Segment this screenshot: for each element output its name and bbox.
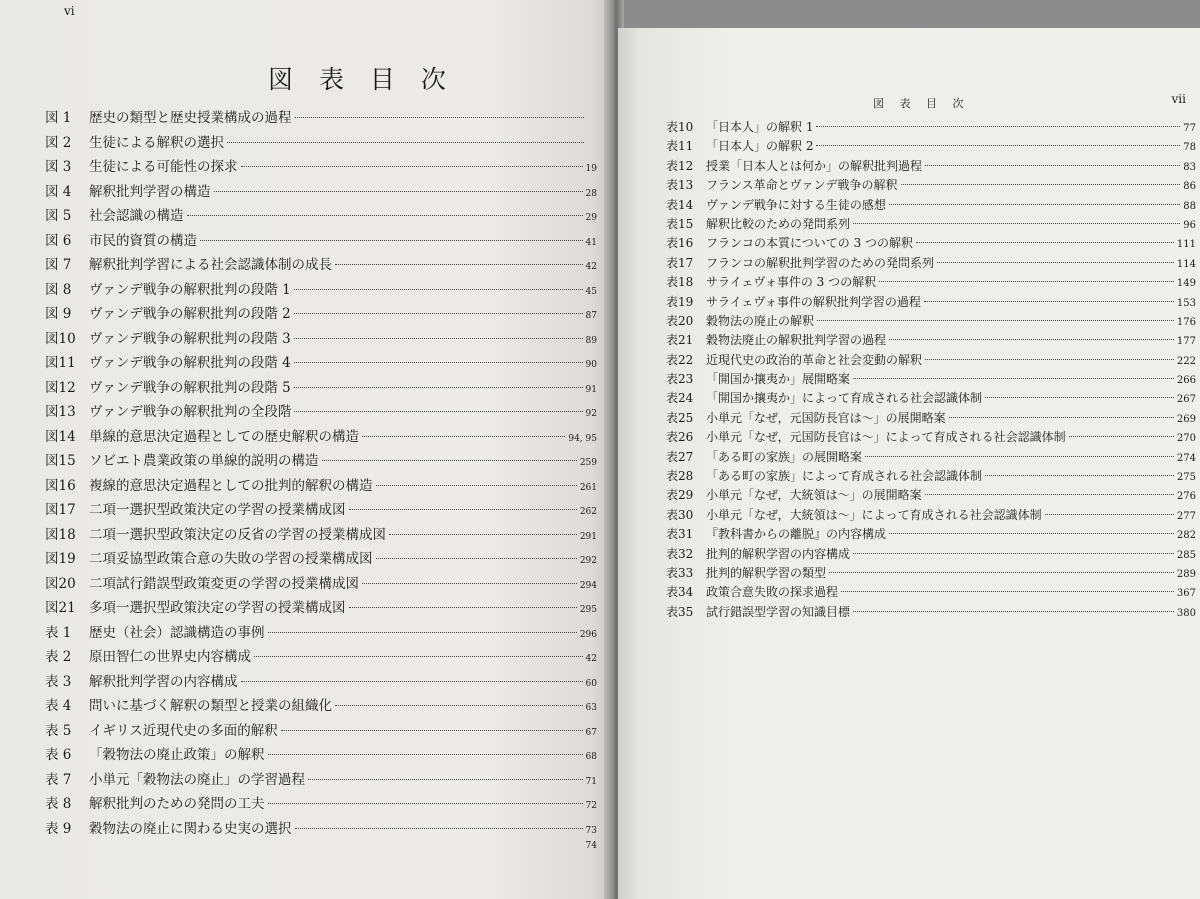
toc-entry (45, 131, 597, 156)
dot-leader (816, 125, 1180, 127)
toc-entry (45, 743, 597, 768)
entry-label: 表35 (666, 604, 694, 619)
toc-entry (45, 694, 597, 719)
toc-entry (45, 253, 597, 278)
dot-leader (362, 582, 577, 584)
toc-entry (45, 621, 597, 646)
dot-leader (853, 610, 1174, 612)
dot-leader (268, 802, 583, 804)
entry-caption: 二項試行錯誤型政策変更の学習の授業構成図 (89, 575, 359, 592)
entry-caption: 問いに基づく解釈の類型と授業の組織化 (89, 698, 332, 714)
toc-entry (45, 474, 597, 499)
entry-caption: 「穀物法の廃止政策」の解釈 (89, 747, 265, 763)
entry-label: 図20 (45, 575, 76, 592)
entry-caption: ヴァンデ戦争の解釈批判の段階 5 (89, 379, 291, 396)
dot-leader (985, 396, 1174, 398)
entry-label: 図19 (45, 551, 76, 567)
toc-entry (45, 400, 597, 425)
entry-caption: 穀物法の廃止に関わる史実の選択 (89, 820, 292, 837)
dot-leader (1045, 513, 1174, 515)
entry-caption: 試行錯誤型学習の知識目標 (706, 604, 851, 619)
entry-page: 277 (1176, 510, 1196, 522)
entry-page: 83 (1183, 161, 1196, 173)
dot-leader (889, 532, 1174, 534)
toc-entry (45, 523, 597, 548)
dot-leader (841, 590, 1174, 592)
dot-leader (322, 459, 577, 461)
right-entry-list (666, 118, 1196, 622)
entry-label: 表31 (666, 527, 694, 542)
entry-label: 表23 (666, 372, 694, 387)
toc-entry (666, 273, 1196, 292)
entry-caption: 歴史の類型と歴史授業構成の過程 (89, 110, 292, 126)
entry-caption: 小単元「なぜ，大統領は〜」の展開略案 (706, 488, 922, 503)
entry-page: 367 (1176, 588, 1196, 600)
entry-caption: 「開国か攘夷か」によって育成される社会認識体制 (706, 391, 983, 406)
entry-caption: 解釈批判のための発問の工夫 (89, 796, 265, 812)
toc-entry (45, 768, 597, 793)
entry-label: 図14 (45, 428, 76, 445)
dot-leader (254, 655, 583, 657)
entry-caption: フランコの本質についての 3 つの解釈 (706, 236, 914, 251)
entry-caption: ヴァンデ戦争に対する生徒の感想 (706, 197, 886, 212)
toc-entry (666, 448, 1196, 467)
toc-entry (666, 506, 1196, 525)
entry-caption: 解釈批判学習の構造 (89, 183, 211, 200)
entry-label: 図15 (45, 453, 76, 469)
entry-label: 表 8 (45, 796, 72, 812)
entry-label: 表27 (666, 449, 694, 464)
entry-page: 296 (579, 629, 597, 640)
toc-entry (666, 157, 1196, 176)
toc-entry (666, 389, 1196, 408)
toc-entry (45, 498, 597, 523)
entry-caption: 「開国か攘夷か」展開略案 (706, 372, 851, 387)
dot-leader (362, 435, 565, 437)
entry-caption: 生徒による解釈の選択 (89, 134, 224, 151)
entry-label: 図12 (45, 379, 76, 396)
left-entry-list (45, 106, 597, 853)
toc-entry (666, 331, 1196, 350)
trailing-page-number: 74 (585, 841, 597, 851)
entry-caption: 二項妥協型政策合意の失敗の学習の授業構成図 (89, 551, 373, 567)
entry-page: 291 (579, 531, 597, 542)
entry-label: 表 7 (45, 771, 72, 788)
entry-label: 図16 (45, 477, 76, 494)
toc-entry (666, 254, 1196, 273)
dot-leader (294, 288, 583, 290)
dot-leader (214, 190, 583, 192)
dot-leader (200, 239, 583, 241)
dot-leader (817, 319, 1174, 321)
toc-entry (666, 234, 1196, 253)
toc-entry (45, 351, 597, 376)
entry-caption: 「ある町の家族」の展開略案 (706, 449, 863, 464)
entry-page: 111 (1176, 239, 1196, 251)
entry-page: 274 (1176, 452, 1196, 464)
entry-label: 表19 (666, 294, 694, 309)
entry-caption: ソビエト農業政策の単線的説明の構造 (89, 453, 319, 469)
dot-leader (268, 753, 583, 755)
dot-leader (187, 214, 583, 216)
entry-label: 表13 (666, 178, 694, 193)
entry-label: 図21 (45, 600, 76, 616)
entry-page: 67 (585, 727, 597, 738)
entry-page: 78 (1183, 142, 1196, 154)
entry-caption: 解釈批判学習による社会認識体制の成長 (89, 257, 332, 273)
entry-page: 29 (585, 213, 597, 223)
entry-label: 図 9 (45, 306, 72, 322)
entry-label: 表25 (666, 410, 694, 425)
entry-label: 図 7 (45, 257, 72, 273)
entry-label: 表10 (666, 120, 694, 134)
toc-entry (45, 596, 597, 621)
entry-caption: 授業「日本人とは何か」の解釈批判過程 (706, 158, 923, 173)
entry-label: 図13 (45, 404, 76, 420)
entry-caption: 『教科書からの離脱』の内容構成 (706, 527, 887, 542)
dot-leader (901, 183, 1181, 185)
dot-leader (985, 474, 1174, 476)
entry-page: 72 (585, 801, 597, 811)
toc-entry (45, 572, 597, 597)
entry-label: 表30 (666, 507, 694, 522)
toc-entry (45, 376, 597, 401)
entry-label: 表 3 (45, 673, 72, 690)
toc-entry (666, 176, 1196, 195)
entry-page: 114 (1176, 258, 1196, 270)
entry-label: 表16 (666, 236, 694, 251)
entry-caption: サライェヴォ事件の 3 つの解釈 (706, 275, 877, 290)
entry-caption: 二項一選択型政策決定の学習の授業構成図 (89, 502, 346, 518)
entry-page: 292 (579, 556, 597, 566)
entry-label: 表18 (666, 275, 694, 290)
trailing-page-row (45, 841, 597, 853)
entry-label: 表32 (666, 546, 694, 561)
dot-leader (349, 606, 577, 608)
entry-label: 表14 (666, 197, 694, 212)
dot-leader (241, 165, 583, 167)
entry-page: 73 (585, 825, 597, 836)
entry-caption: ヴァンデ戦争の解釈批判の段階 2 (89, 306, 291, 322)
toc-entry (666, 545, 1196, 564)
toc-entry (45, 645, 597, 670)
entry-caption: 歴史（社会）認識構造の事例 (89, 624, 265, 641)
toc-entry (666, 486, 1196, 505)
toc-entry (45, 229, 597, 254)
dot-leader (389, 533, 577, 535)
entry-caption: ヴァンデ戦争の解釈批判の段階 4 (89, 355, 291, 371)
entry-page: 259 (579, 458, 597, 468)
entry-caption: イギリス近現代史の多面的解釈 (89, 722, 278, 739)
dot-leader (916, 241, 1174, 243)
entry-page: 68 (585, 752, 597, 762)
toc-entry (666, 137, 1196, 156)
toc-entry (45, 425, 597, 450)
dot-leader (879, 280, 1174, 282)
entry-caption: 市民的資質の構造 (89, 232, 197, 249)
toc-entry (45, 719, 597, 744)
toc-entry (45, 302, 597, 327)
entry-page: 28 (585, 188, 597, 199)
entry-label: 図 1 (45, 110, 72, 126)
page-title: 図 表 目 次 (268, 65, 455, 94)
entry-page: 87 (585, 311, 597, 321)
entry-page: 89 (585, 335, 597, 346)
dot-leader (853, 552, 1174, 554)
dot-leader (949, 416, 1174, 418)
dot-leader (294, 361, 583, 363)
toc-entry (666, 118, 1196, 137)
toc-entry (45, 792, 597, 817)
entry-label: 表12 (666, 158, 694, 173)
entry-caption: 単線的意思決定過程としての歴史解釈の構造 (89, 428, 359, 445)
entry-page: 153 (1176, 297, 1196, 309)
entry-caption: 複線的意思決定過程としての批判的解釈の構造 (89, 477, 373, 494)
entry-label: 表 6 (45, 747, 72, 763)
entry-label: 表20 (666, 313, 694, 328)
entry-label: 図11 (45, 355, 76, 371)
toc-entry (666, 583, 1196, 602)
entry-caption: 解釈批判学習の内容構成 (89, 673, 238, 690)
entry-page: 42 (585, 262, 597, 272)
entry-label: 表28 (666, 469, 694, 484)
toc-entry (666, 370, 1196, 389)
toc-entry (45, 180, 597, 205)
dot-leader (829, 571, 1174, 573)
right-page-number: vii (1171, 92, 1186, 106)
entry-caption: 「日本人」の解釈 1 (706, 120, 814, 134)
toc-entry (666, 467, 1196, 486)
toc-entry (666, 215, 1196, 234)
toc-entry (45, 106, 597, 131)
entry-label: 図 5 (45, 208, 72, 224)
entry-label: 表24 (666, 391, 694, 406)
entry-caption: 批判的解釈学習の類型 (706, 565, 827, 580)
entry-label: 表21 (666, 333, 694, 348)
entry-caption: 近現代史の政治的革命と社会変動の解釈 (706, 352, 923, 367)
entry-caption: 生徒による可能性の探求 (89, 159, 238, 175)
dot-leader (241, 680, 583, 682)
entry-page: 276 (1176, 491, 1196, 503)
entry-page: 176 (1176, 316, 1196, 328)
entry-page: 275 (1176, 472, 1196, 484)
dot-leader (335, 704, 583, 706)
entry-page: 267 (1176, 394, 1196, 406)
dot-leader (853, 377, 1174, 379)
entry-page: 92 (585, 409, 597, 419)
entry-label: 表34 (666, 585, 694, 600)
entry-page: 42 (585, 654, 597, 664)
entry-page: 90 (585, 360, 597, 370)
entry-label: 図 3 (45, 159, 72, 175)
toc-entry (666, 428, 1196, 447)
entry-label: 図 6 (45, 232, 72, 249)
entry-label: 表11 (666, 139, 694, 154)
toc-entry (666, 525, 1196, 544)
dot-leader (925, 493, 1174, 495)
entry-page: 222 (1176, 355, 1196, 367)
entry-label: 表29 (666, 488, 694, 503)
dot-leader (295, 827, 583, 829)
entry-page: 149 (1176, 278, 1196, 290)
dot-leader (335, 263, 583, 265)
toc-entry (666, 351, 1196, 370)
dot-leader (281, 729, 583, 731)
dot-leader (925, 358, 1174, 360)
entry-page: 261 (579, 482, 597, 493)
dot-leader (1069, 435, 1174, 437)
entry-caption: 原田智仁の世界史内容構成 (89, 649, 251, 665)
dot-leader (889, 203, 1180, 205)
left-page-number: vi (64, 4, 75, 18)
entry-caption: 穀物法廃止の解釈批判学習の過程 (706, 333, 887, 348)
entry-page: 270 (1176, 433, 1196, 445)
running-head: 図 表 目 次 (873, 97, 970, 110)
entry-caption: 穀物法の廃止の解釈 (706, 313, 815, 328)
entry-caption: フランス革命とヴァンデ戦争の解釈 (706, 178, 898, 193)
entry-caption: ヴァンデ戦争の解釈批判の段階 1 (89, 281, 291, 298)
entry-page: 295 (579, 605, 597, 615)
toc-entry (666, 196, 1196, 215)
right-page (618, 28, 1200, 899)
entry-label: 表17 (666, 255, 694, 270)
entry-page: 177 (1176, 336, 1196, 348)
entry-label: 表 2 (45, 649, 72, 665)
entry-label: 表 5 (45, 722, 72, 739)
toc-entry (45, 278, 597, 303)
dot-leader (294, 337, 583, 339)
toc-entry (45, 204, 597, 229)
entry-label: 図 2 (45, 134, 72, 151)
toc-entry (666, 293, 1196, 312)
entry-caption: サライェヴォ事件の解釈批判学習の過程 (706, 294, 921, 309)
entry-page: 282 (1176, 530, 1196, 542)
dot-leader (268, 631, 577, 633)
entry-page: 77 (1183, 123, 1196, 134)
entry-page: 19 (585, 164, 597, 174)
dot-leader (294, 312, 583, 314)
entry-page: 71 (585, 776, 597, 787)
entry-caption: 政策合意失敗の探求過程 (706, 585, 839, 600)
entry-caption: 小単元「なぜ，元国防長官は〜」の展開略案 (706, 410, 946, 425)
dot-leader (853, 222, 1180, 224)
entry-caption: 社会認識の構造 (89, 208, 184, 224)
toc-entry (666, 312, 1196, 331)
toc-entry (45, 547, 597, 572)
entry-caption: 二項一選択型政策決定の反省の学習の授業構成図 (89, 526, 386, 543)
entry-page: 41 (585, 237, 597, 248)
entry-label: 表26 (666, 430, 694, 445)
entry-page: 269 (1176, 413, 1196, 425)
dot-leader (889, 338, 1174, 340)
dot-leader (924, 300, 1174, 302)
dot-leader (925, 164, 1180, 166)
entry-caption: 小単元「なぜ，大統領は〜」によって育成される社会認識体制 (706, 507, 1042, 522)
toc-entry (45, 155, 597, 180)
dot-leader (865, 455, 1174, 457)
entry-page: 91 (585, 384, 597, 395)
dot-leader (227, 141, 584, 143)
entry-caption: 批判的解釈学習の内容構成 (706, 546, 851, 561)
dot-leader (376, 484, 577, 486)
entry-page: 380 (1176, 607, 1196, 619)
entry-page: 86 (1183, 181, 1196, 193)
entry-label: 表22 (666, 352, 694, 367)
dot-leader (294, 386, 583, 388)
entry-page: 285 (1176, 549, 1196, 561)
dot-leader (294, 410, 582, 412)
entry-caption: 「ある町の家族」によって育成される社会認識体制 (706, 469, 983, 484)
entry-label: 表 1 (45, 624, 72, 641)
entry-page: 94, 95 (568, 433, 597, 444)
entry-page: 266 (1176, 375, 1196, 387)
entry-caption: 小単元「穀物法の廃止」の学習過程 (89, 771, 305, 788)
entry-label: 図10 (45, 330, 76, 347)
entry-page: 96 (1183, 219, 1196, 231)
entry-caption: 小単元「なぜ，元国防長官は〜」によって育成される社会認識体制 (706, 430, 1066, 445)
entry-label: 図 4 (45, 183, 72, 200)
toc-entry (666, 603, 1196, 622)
toc-entry (666, 564, 1196, 583)
entry-label: 図17 (45, 502, 76, 518)
entry-caption: ヴァンデ戦争の解釈批判の段階 3 (89, 330, 291, 347)
entry-page: 294 (579, 580, 597, 591)
toc-entry (45, 449, 597, 474)
entry-label: 図 8 (45, 281, 72, 298)
entry-label: 表 9 (45, 820, 72, 837)
entry-page: 88 (1183, 200, 1196, 212)
dot-leader (937, 261, 1174, 263)
dot-leader (816, 144, 1180, 146)
entry-page: 60 (585, 678, 597, 689)
entry-page: 262 (579, 507, 597, 517)
entry-page: 45 (585, 286, 597, 297)
entry-label: 表 4 (45, 698, 72, 714)
entry-label: 表15 (666, 216, 694, 231)
dot-leader (376, 557, 577, 559)
dot-leader (308, 778, 583, 780)
entry-caption: 多項一選択型政策決定の学習の授業構成図 (89, 600, 346, 616)
toc-entry (45, 817, 597, 842)
toc-entry (666, 409, 1196, 428)
entry-page: 289 (1176, 568, 1196, 580)
entry-label: 図18 (45, 526, 76, 543)
entry-caption: フランコの解釈批判学習のための発問系列 (706, 255, 935, 270)
toc-entry (45, 670, 597, 695)
toc-entry (45, 327, 597, 352)
entry-page: 63 (585, 703, 597, 713)
dot-leader (349, 508, 577, 510)
entry-caption: ヴァンデ戦争の解釈批判の全段階 (89, 404, 292, 420)
entry-label: 表33 (666, 565, 694, 580)
dot-leader (295, 116, 585, 118)
entry-caption: 「日本人」の解釈 2 (706, 139, 814, 154)
entry-caption: 解釈比較のための発問系列 (706, 216, 851, 231)
